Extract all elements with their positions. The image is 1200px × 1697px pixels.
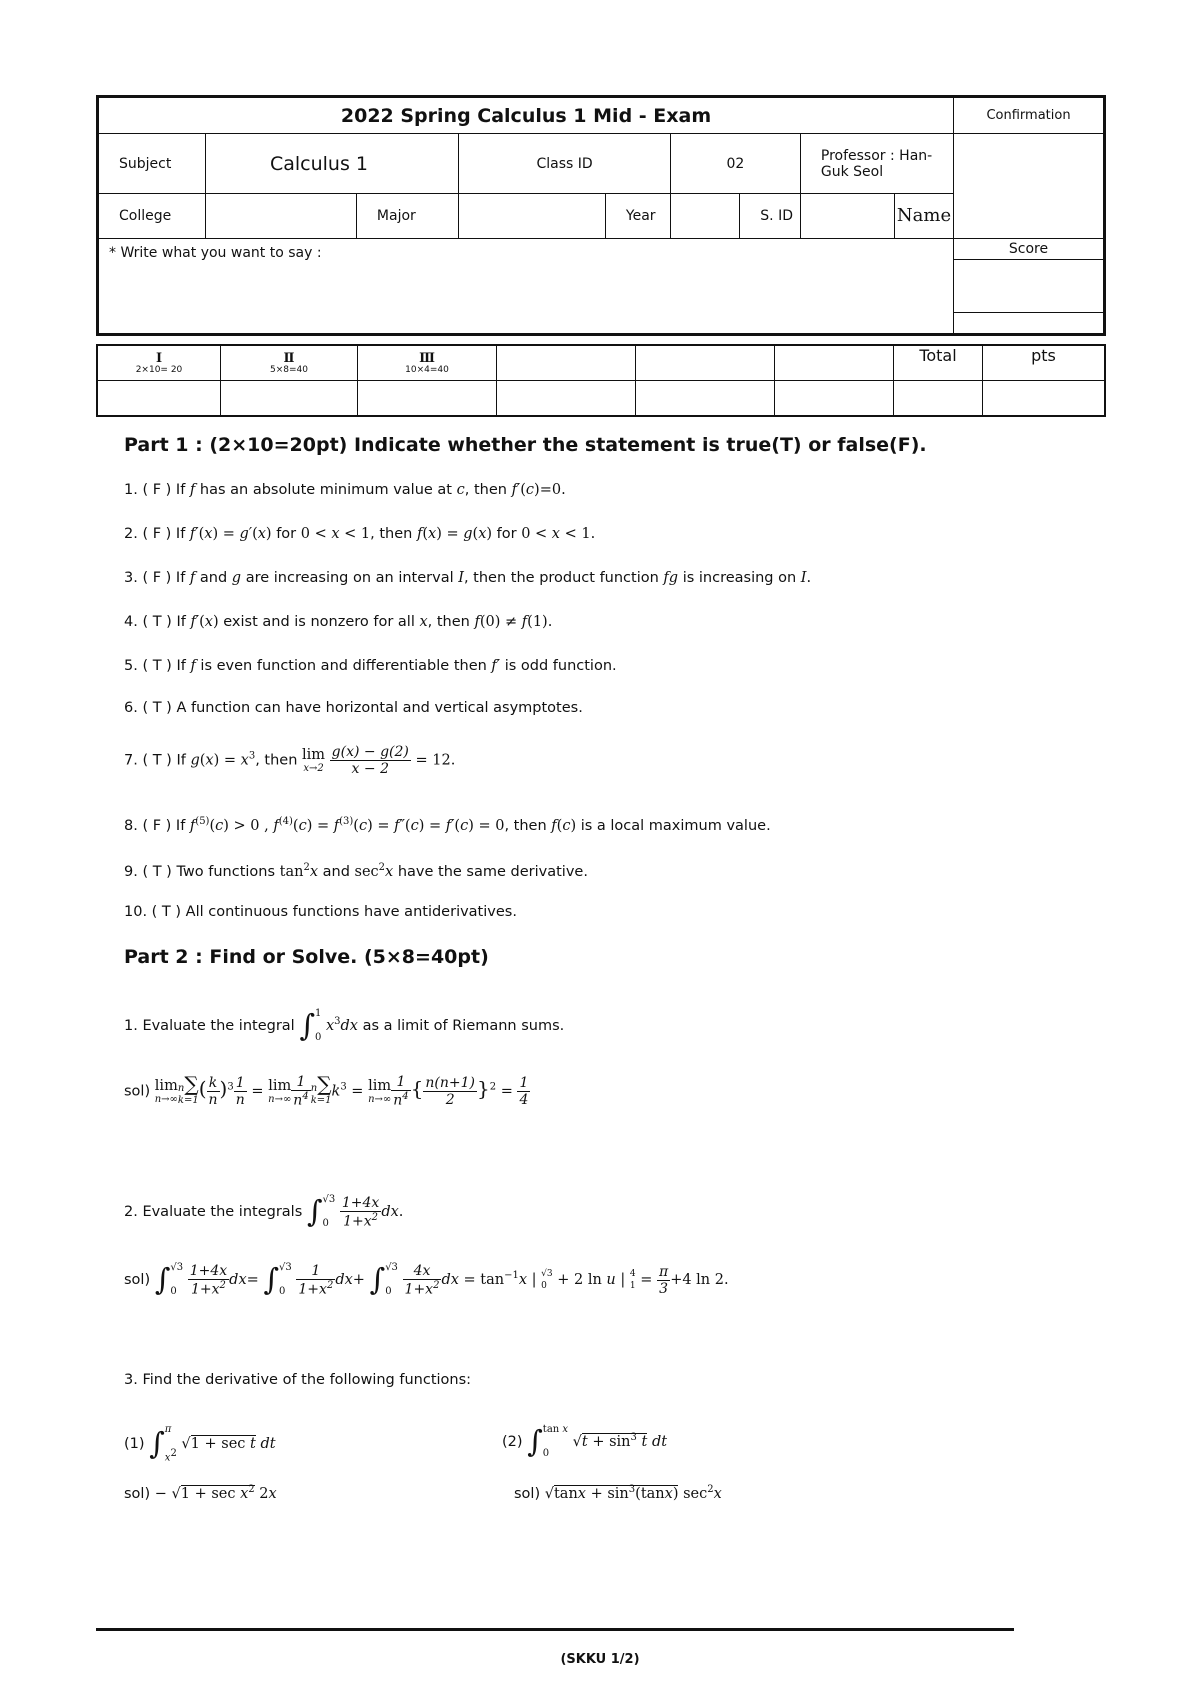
q2: 2. ( F ) If f′(x) = g′(x) for 0 < x < 1, then f(x) = g(x) for 0 < x < 1. (124, 526, 596, 542)
score-input-pts[interactable] (983, 381, 1106, 417)
q3-text: 3. ( F ) If (124, 570, 186, 586)
p3-1-label: (1) (124, 1436, 145, 1453)
q4-text: 4. ( T ) If (124, 614, 186, 630)
score-input-3[interactable] (358, 381, 497, 417)
p1: 1. Evaluate the integral ∫ 1 0 $x^3dx$ as a limit of Riemann sums. (124, 1008, 565, 1044)
q5-text-a: is even function and differentiable then (200, 658, 487, 674)
score-col-6 (775, 345, 894, 381)
q7-text-a: , then (255, 752, 298, 769)
p2: 2. Evaluate the integrals ∫ √3 0 $\frac{1+4x}{1+x^2}$ dx. (124, 1194, 404, 1230)
score-col-4 (497, 345, 636, 381)
comment-box[interactable] (98, 239, 954, 335)
p2-solution: sol) ∫ √3 0 $\frac{1+4x}{1+x^2}$ dx= ∫ √3 0 $\frac{1}{1+x^2}$ dx+ ∫ √3 0 $\frac{4x}{1+x^2}$ dx = $\tan^{-1}x$ | √3 0 + 2 ln u | 4 1 = $\frac{\pi}{3}$ +4 ln 2. (124, 1262, 729, 1298)
classid-label: Class ID (459, 134, 671, 194)
q8-text-b: is a local maximum value. (580, 817, 771, 834)
pts-1: 2×10= 20 (135, 364, 183, 375)
score-input-total[interactable] (894, 381, 983, 417)
confirmation-label: Confirmation (954, 97, 1105, 134)
q2-text: 2. ( F ) If (124, 526, 186, 542)
college-label: College (98, 194, 206, 239)
part2-heading: Part 2 : Find or Solve. (5×8=40pt) (124, 946, 489, 968)
q6: 6. ( T ) A function can have horizontal and vertical asymptotes. (124, 700, 583, 716)
q7-text: 7. ( T ) If (124, 752, 186, 769)
q9-text: 9. ( T ) Two functions (124, 863, 276, 880)
roman-1: Ⅰ (155, 350, 163, 366)
q2-text-a: for (276, 526, 297, 542)
exam-title: 2022 Spring Calculus 1 Mid - Exam (98, 97, 954, 134)
comment-label: * Write what you want to say : (109, 245, 322, 261)
score-input-6[interactable] (775, 381, 894, 417)
footer-rule (96, 1628, 1014, 1631)
pts-label: pts (983, 345, 1106, 381)
sol-label: sol) (514, 1485, 541, 1502)
professor-label: Professor : Han-Guk Seol (800, 134, 953, 194)
score-box (954, 239, 1105, 335)
score-label: Score (954, 239, 1103, 260)
year-label: Year (605, 194, 670, 239)
p3-2-label: (2) (502, 1434, 523, 1450)
q2-text-c: for (496, 526, 517, 542)
q4-text-a: exist and is nonzero for all (223, 614, 415, 630)
sid-label: S. ID (740, 194, 801, 239)
p3-1-solution: $sol) - √1 + \sec x^2$ 2x (124, 1484, 277, 1502)
score-input-4[interactable] (497, 381, 636, 417)
score-field[interactable] (954, 260, 1103, 313)
major-field[interactable] (459, 194, 606, 239)
q7: 7. ( T ) If $g(x) = x^3$, then lim x→2 $\frac{g(x) - g(2)}{x - 2}$ = 12. (124, 744, 456, 777)
p3: 3. Find the derivative of the following functions: (124, 1372, 472, 1388)
q5-text: 5. ( T ) If (124, 658, 186, 674)
q5-text-b: is odd function. (504, 658, 617, 674)
confirmation-box[interactable] (954, 134, 1105, 239)
q2-text-b: , then (370, 526, 413, 542)
subject-value: Calculus 1 (205, 134, 458, 194)
sol-label: sol) (124, 1485, 151, 1502)
part1-heading: Part 1 : (2×10=20pt) Indicate whether the statement is true(T) or false(F). (124, 434, 927, 456)
q3-text-c: , then the product function (463, 570, 659, 586)
exam-header-table (96, 95, 1106, 336)
pts-3: 10×4=40 (405, 364, 449, 375)
p3-2-solution: sol) $√\tan x + \sin^3(\tan x)$ $\sec^2x$ (514, 1484, 722, 1502)
q10: 10. ( T ) All continuous functions have antiderivatives. (124, 904, 517, 920)
q3-text-d: is increasing on (682, 570, 797, 586)
college-field[interactable] (205, 194, 356, 239)
sol-label: sol) (124, 1083, 151, 1100)
score-input-1[interactable] (97, 381, 221, 417)
sid-field[interactable] (800, 194, 953, 239)
p1-text: 1. Evaluate the integral (124, 1018, 295, 1034)
q8-text: 8. ( F ) If (124, 817, 186, 834)
classid-value: 02 (670, 134, 800, 194)
score-input-5[interactable] (636, 381, 775, 417)
year-field[interactable] (670, 194, 739, 239)
p3-1: (1) ∫ π $x^2$ √1 + sec t dt (124, 1424, 276, 1464)
p1-solution: sol) lim n→∞ n∑ k=1 ( $\frac{k}{n}$ )$^3$ $\frac{1}{n}$ = lim n→∞ $\frac{1}{n^4}$ n∑ k=1 $k^3 = \lim$ n→∞ $\frac{1}{n^4}$ { $\frac{n(n+1)}{2}$ }$^2$ = $\frac{1}{4}$ (124, 1072, 529, 1109)
roman-3: Ⅲ (419, 350, 435, 366)
pts-2: 5×8=40 (270, 364, 308, 375)
q9: 9. ( T ) Two functions $\tan^2x$ and $\sec^2x$ have the same derivative. (124, 862, 588, 880)
q1: 1. ( F ) If f has an absolute minimum value at c, then f′(c)=0. (124, 482, 566, 498)
q4-text-b: , then (427, 614, 470, 630)
q9-text-b: have the same derivative. (397, 863, 588, 880)
p3-2: (2) ∫ tan x 0 $√t + \sin^3 t$ dt (502, 1424, 668, 1460)
score-col-5 (636, 345, 775, 381)
total-label: Total (894, 345, 983, 381)
q1-text-b: , then (464, 482, 507, 498)
score-input-2[interactable] (221, 381, 358, 417)
page-number: (SKKU 1/2) (560, 1652, 640, 1667)
q5: 5. ( T ) If f is even function and differentiable then f′ is odd function. (124, 658, 617, 674)
q1-text: 1. ( F ) If (124, 482, 186, 498)
p1-text-b: as a limit of Riemann sums. (362, 1018, 565, 1034)
q8-text-a: , then (504, 817, 547, 834)
major-label: Major (356, 194, 458, 239)
q9-text-a: and (322, 863, 350, 880)
p2-text: 2. Evaluate the integrals (124, 1204, 303, 1220)
sol-label: sol) (124, 1272, 151, 1288)
roman-2: Ⅱ (283, 350, 295, 366)
q3-text-b: are increasing on an interval (245, 570, 454, 586)
q8: 8. ( F ) If $f^{(5)}(c) > 0$ , $f^{(4)}(c) = f^{(3)}(c) = f''(c) = f'(c) = 0$, then f(c) is a local maximum value. (124, 816, 771, 834)
q3: 3. ( F ) If f and g are increasing on an interval I, then the product function fg is increasing on I. (124, 570, 812, 586)
q1-text-a: has an absolute minimum value at (199, 482, 452, 498)
name-label: Name (894, 193, 953, 239)
subject-label: Subject (98, 134, 206, 194)
q3-text-a: and (199, 570, 228, 586)
score-table (96, 344, 1106, 417)
q4: 4. ( T ) If f′(x) exist and is nonzero for all x, then f(0) ≠ f(1). (124, 614, 553, 630)
